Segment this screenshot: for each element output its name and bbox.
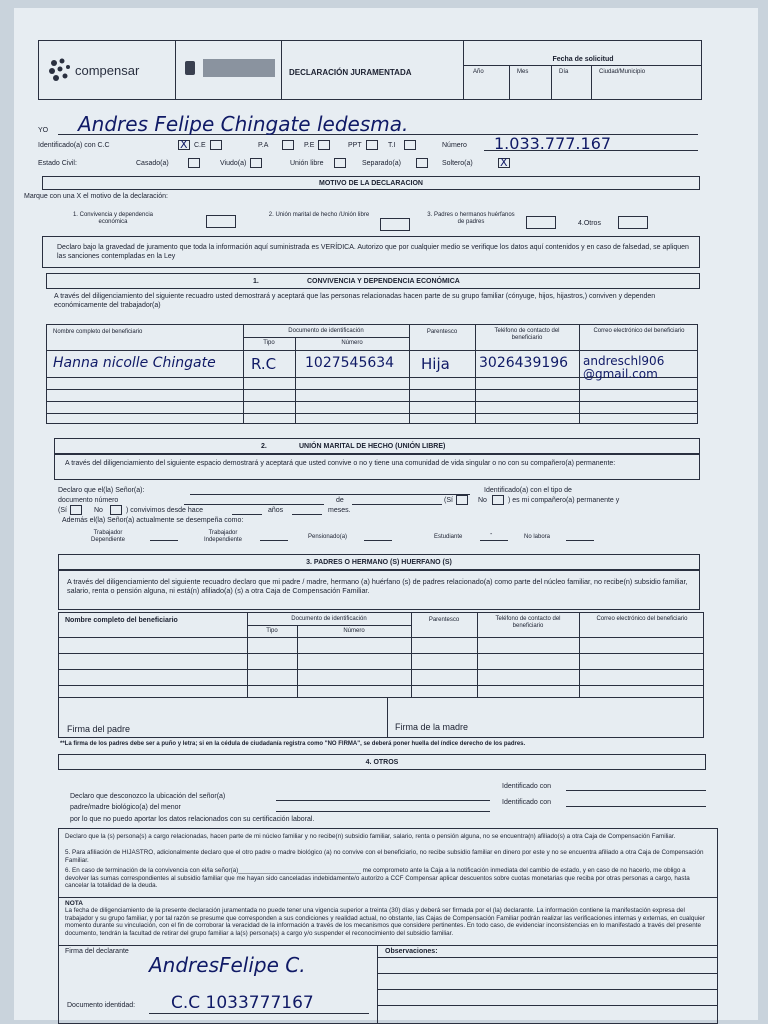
s4-l2: padre/madre biológico(a) del menor <box>70 804 181 811</box>
s1-h-mail: Correo electrónico del beneficiario <box>593 328 685 334</box>
fecha-label: Fecha de solicitud <box>552 56 614 63</box>
observaciones-label: Observaciones: <box>385 948 438 955</box>
s2-l3d: años <box>268 507 284 514</box>
s4-nota-text: La fecha de diligenciamiento de la presente declaración juramentada no puede tener una vigencia superior a treinta (30) días y deberá ser firmada por el (la) declarante. La información contiene la manifestación expresa del trabajador y su grupo familiar, y por tal razón se presume que corresponden a sus condiciones y realidad actual, no obstante, las Cajas de Compensación Familiar podrán realizar las verificaciones internas y externas, en cualquier momento durante su vinculación, con el fin de corroborar la veracidad de la información a través de los mecanismos que considere pertinentes. En todo caso, de evidenciar inconsistencias en lo manifestado a través del presente documento, tendrán la facultad de retirar del grupo familiar a la(s) persona(s) a cargo y/o suspender el reconocimiento del subsidio familiar. <box>65 907 705 937</box>
motivo-opt1-checkbox[interactable] <box>206 215 236 228</box>
s3-title: 3. PADRES O HERMANO (S) HUERFANO (S) <box>306 559 452 566</box>
id-pe-label: P.E <box>304 142 315 149</box>
firma-madre-label: Firma de la madre <box>395 722 469 732</box>
motivo-opt4-label: 4.Otros <box>578 220 601 227</box>
s1-row-correo[interactable]: andreschl906 @gmail.com <box>583 354 665 381</box>
s4-decl-box <box>58 828 718 1024</box>
s1-title: CONVIVENCIA Y DEPENDENCIA ECONÓMICA <box>307 278 460 285</box>
gov-logo <box>185 61 195 75</box>
firma-declarante-label: Firma del declarante <box>65 948 129 955</box>
motivo-title-box <box>42 176 700 190</box>
id-pa-label: P.A <box>258 142 269 149</box>
s4-title: 4. OTROS <box>365 759 399 766</box>
doc-identidad-label: Documento identidad: <box>67 1002 136 1009</box>
col-ciudad: Ciudad/Municipio <box>599 69 646 75</box>
s1-table <box>46 324 698 424</box>
s3-h-name: Nombre completo del beneficiario <box>65 617 178 624</box>
declarant-name[interactable]: Andres Felipe Chingate ledesma. <box>78 112 409 136</box>
s2-l4: Además el(la) Señor(a) actualmente se desempeña como: <box>62 517 244 524</box>
logo <box>47 55 167 85</box>
s2-l1b: Identificado(a) con el tipo de <box>484 487 572 494</box>
id-ce-checkbox[interactable] <box>210 140 222 150</box>
id-number[interactable]: 1.033.777.167 <box>494 134 612 153</box>
col-dia: Día <box>559 69 569 75</box>
civil-separado-label: Separado(a) <box>362 160 401 167</box>
s1-h-tel: Teléfono de contacto del beneficiario <box>494 328 560 341</box>
col-mes: Mes <box>517 69 529 75</box>
s3-h-doc: Documento de identificación <box>291 616 367 622</box>
logo-text: compensar <box>75 63 140 78</box>
form-title: DECLARACIÓN JURAMENTADA <box>289 68 412 77</box>
s3-text: A través del diligenciamiento del siguiente recuadro declaro que mi padre / madre, hermano (a) huérfano (s) de padres relacionado(a) como parte del núcleo familiar, no recibe(n) subsidio familiar, salario, renta o pensión alguna, ni está(n) afiliado(a) (s) a otra Caja de Compensación Familiar. <box>67 577 688 595</box>
civil-union-checkbox[interactable] <box>334 158 346 168</box>
s2-l2a: documento número <box>58 497 119 504</box>
s1-h-num: Número <box>341 340 363 346</box>
s1-title-box <box>46 273 700 289</box>
s2-job-est: Estudiante <box>434 534 463 540</box>
s4-l1: Declaro que desconozco la ubicación del señor(a) <box>70 793 226 800</box>
s2-title-box <box>54 438 700 454</box>
declaro-text: Declaro bajo la gravedad de juramento que toda la información aquí suministrada es VERÍDICA. Autorizo que por cualquier medio se verifique los datos aquí contenidos y en caso de falsedad, se apliquen las sanciones contempladas en la Ley <box>57 244 689 260</box>
s2-num: 2. <box>261 443 267 450</box>
s2-l3e: meses. <box>328 507 351 514</box>
s4-ident1: Identificado con <box>502 783 552 790</box>
s3-table <box>58 612 704 738</box>
s3-nota: **La firma de los padres debe ser a puño y letra; si en la cédula de ciudadanía registra como "NO FIRMA", se deberá poner huella del índice derecho de los padres. <box>60 741 526 747</box>
s3-h-par: Parentesco <box>428 617 460 623</box>
s1-row-name[interactable]: Hanna nicolle Chingate <box>53 355 216 371</box>
s2-text: A través del diligenciamiento del siguiente espacio demostrará y aceptará que usted convive o no y tiene una comunidad de vida singular o no con su compañero(a) permanente: <box>65 460 616 467</box>
s2-l2c: (Sí <box>444 497 453 504</box>
id-pa-checkbox[interactable] <box>282 140 294 150</box>
s3-h-tipo: Tipo <box>266 628 278 634</box>
s2-l1a: Declaro que el(la) Señor(a): <box>58 487 145 494</box>
doc-identidad-value[interactable]: C.C 1033777167 <box>171 993 314 1013</box>
s3-title-box <box>58 554 700 570</box>
id-label: Identificado(a) con C.C <box>38 142 110 149</box>
firma-padre-label: Firma del padre <box>67 724 131 734</box>
s2-job-pens: Pensionado(a) <box>308 534 348 540</box>
s2-si-checkbox-2[interactable] <box>70 505 82 515</box>
s2-no-checkbox-1[interactable] <box>492 495 504 505</box>
header-box <box>38 40 702 100</box>
s2-l2b: de <box>336 497 344 504</box>
id-ppt-label: PPT <box>348 142 362 149</box>
s2-job-dep: Trabajador Dependiente <box>90 530 126 543</box>
motivo-opt3-label: 3. Padres o hermanos huérfanos de padres <box>427 212 515 225</box>
motivo-opt2-label: 2. Unión marital de hecho /Unión libre <box>268 212 370 218</box>
s2-l2d: No <box>478 497 487 504</box>
s1-h-tipo: Tipo <box>263 340 275 346</box>
id-ppt-checkbox[interactable] <box>366 140 378 150</box>
motivo-opt4-checkbox[interactable] <box>618 216 648 229</box>
s3-text-box <box>58 570 700 610</box>
id-cc-checkbox[interactable]: X <box>178 140 190 150</box>
id-pe-checkbox[interactable] <box>318 140 330 150</box>
civil-label: Estado Civil: <box>38 160 77 167</box>
s2-text-box <box>54 454 700 480</box>
s2-l3b: No <box>94 507 103 514</box>
s1-row-telefono[interactable]: 3026439196 <box>479 355 569 371</box>
s2-job-indep: Trabajador Independiente <box>203 530 243 543</box>
s4-title-box <box>58 754 706 770</box>
s3-h-mail: Correo electrónico del beneficiario <box>596 616 688 622</box>
compensar-logo-icon <box>47 57 73 83</box>
motivo-opt3-checkbox[interactable] <box>526 216 556 229</box>
yo-label: YO <box>38 127 49 134</box>
motivo-instr: Marque con una X el motivo de la declaración: <box>24 193 168 200</box>
s4-p3: 6. En caso de terminación de la convivencia con el/la señor(a)___________________________________ me comprometo ante la Caja a la notificación inmediata del cambio de estado, y en caso de no hacerlo, me obligo a devolver las sumas correspondientes al subsidio familiar que me hayan sido canceladas indebidamente/o autorizo a CCF Compensar aplicar descuentos sobre cuotas monetarias que reciba por otras personas a cargo, hasta cancelar la totalidad de la deuda. <box>65 867 690 889</box>
s2-l2e: ) es mi compañero(a) permanente y <box>508 497 620 504</box>
civil-soltero-checkbox[interactable]: X <box>498 158 510 168</box>
id-ti-checkbox[interactable] <box>404 140 416 150</box>
s1-row-numero[interactable]: 1027545634 <box>305 355 395 371</box>
s3-h-tel: Teléfono de contacto del beneficiario <box>495 616 561 629</box>
s1-num: 1. <box>253 278 259 285</box>
s2-title: UNIÓN MARITAL DE HECHO (UNIÓN LIBRE) <box>299 443 446 450</box>
s2-l3c: ) convivimos desde hace <box>126 507 204 514</box>
s4-l3: por lo que no puedo aportar los datos relacionados con su certificación laboral. <box>70 816 315 823</box>
civil-viudo-label: Viudo(a) <box>220 160 247 167</box>
id-ce-label: C.E <box>194 142 206 149</box>
s2-job-nolab: No labora <box>524 534 551 540</box>
signature: AndresFelipe C. <box>149 953 306 977</box>
motivo-opt1-label: 1. Convivencia y dependencia económica <box>72 212 154 225</box>
declaro-box <box>42 236 700 268</box>
s3-h-num: Número <box>343 628 365 634</box>
s4-p1: Declaro que la (s) persona(s) a cargo relacionadas, hacen parte de mi núcleo familiar y no recibe(n) subsidio familiar, salario, renta o pensión alguna, no se encuentra(n) afiliado(s) a otra Caja de Compensación Familiar. <box>65 833 676 840</box>
motivo-title: MOTIVO DE LA DECLARACION <box>319 180 423 187</box>
gov-banner <box>203 59 275 77</box>
col-ano: Año <box>473 69 484 75</box>
id-ti-label: T.I <box>388 142 396 149</box>
s2-si-checkbox-1[interactable] <box>456 495 468 505</box>
numero-label: Número <box>442 142 467 149</box>
civil-casado-checkbox[interactable] <box>188 158 200 168</box>
s4-p2: 5. Para afiliación de HIJASTRO, adicionalmente declaro que el otro padre o madre biológico (a) no convive con el beneficiario, no recibe subsidio familiar en dinero por este y no se encuentra afiliado a otra Caja de Compensación Familiar. <box>65 849 704 864</box>
civil-union-label: Unión libre <box>290 160 324 167</box>
s1-row-parentesco[interactable]: Hija <box>421 355 450 373</box>
civil-viudo-checkbox[interactable] <box>250 158 262 168</box>
s2-no-checkbox-2[interactable] <box>110 505 122 515</box>
s4-nota-title: NOTA <box>65 900 83 907</box>
s1-row-tipo[interactable]: R.C <box>251 355 277 373</box>
form-page <box>14 8 758 1020</box>
s1-h-par: Parentesco <box>426 329 458 335</box>
civil-soltero-label: Soltero(a) <box>442 160 473 167</box>
motivo-opt2-checkbox[interactable] <box>380 218 410 231</box>
s1-h-name: Nombre completo del beneficiario <box>53 329 143 335</box>
s2-est-mark: - <box>490 531 493 538</box>
s2-l3a: (Sí <box>58 507 67 514</box>
s1-h-doc: Documento de identificación <box>288 328 364 334</box>
s4-ident2: Identificado con <box>502 799 552 806</box>
civil-casado-label: Casado(a) <box>136 160 169 167</box>
s1-text: A través del diligenciamiento del siguiente recuadro usted demostrará y aceptará que las personas relacionadas hacen parte de su grupo familiar (cónyuge, hijos, hijastros,) conviven y dependen económicamente del trabajador(a) <box>54 293 656 309</box>
civil-separado-checkbox[interactable] <box>416 158 428 168</box>
